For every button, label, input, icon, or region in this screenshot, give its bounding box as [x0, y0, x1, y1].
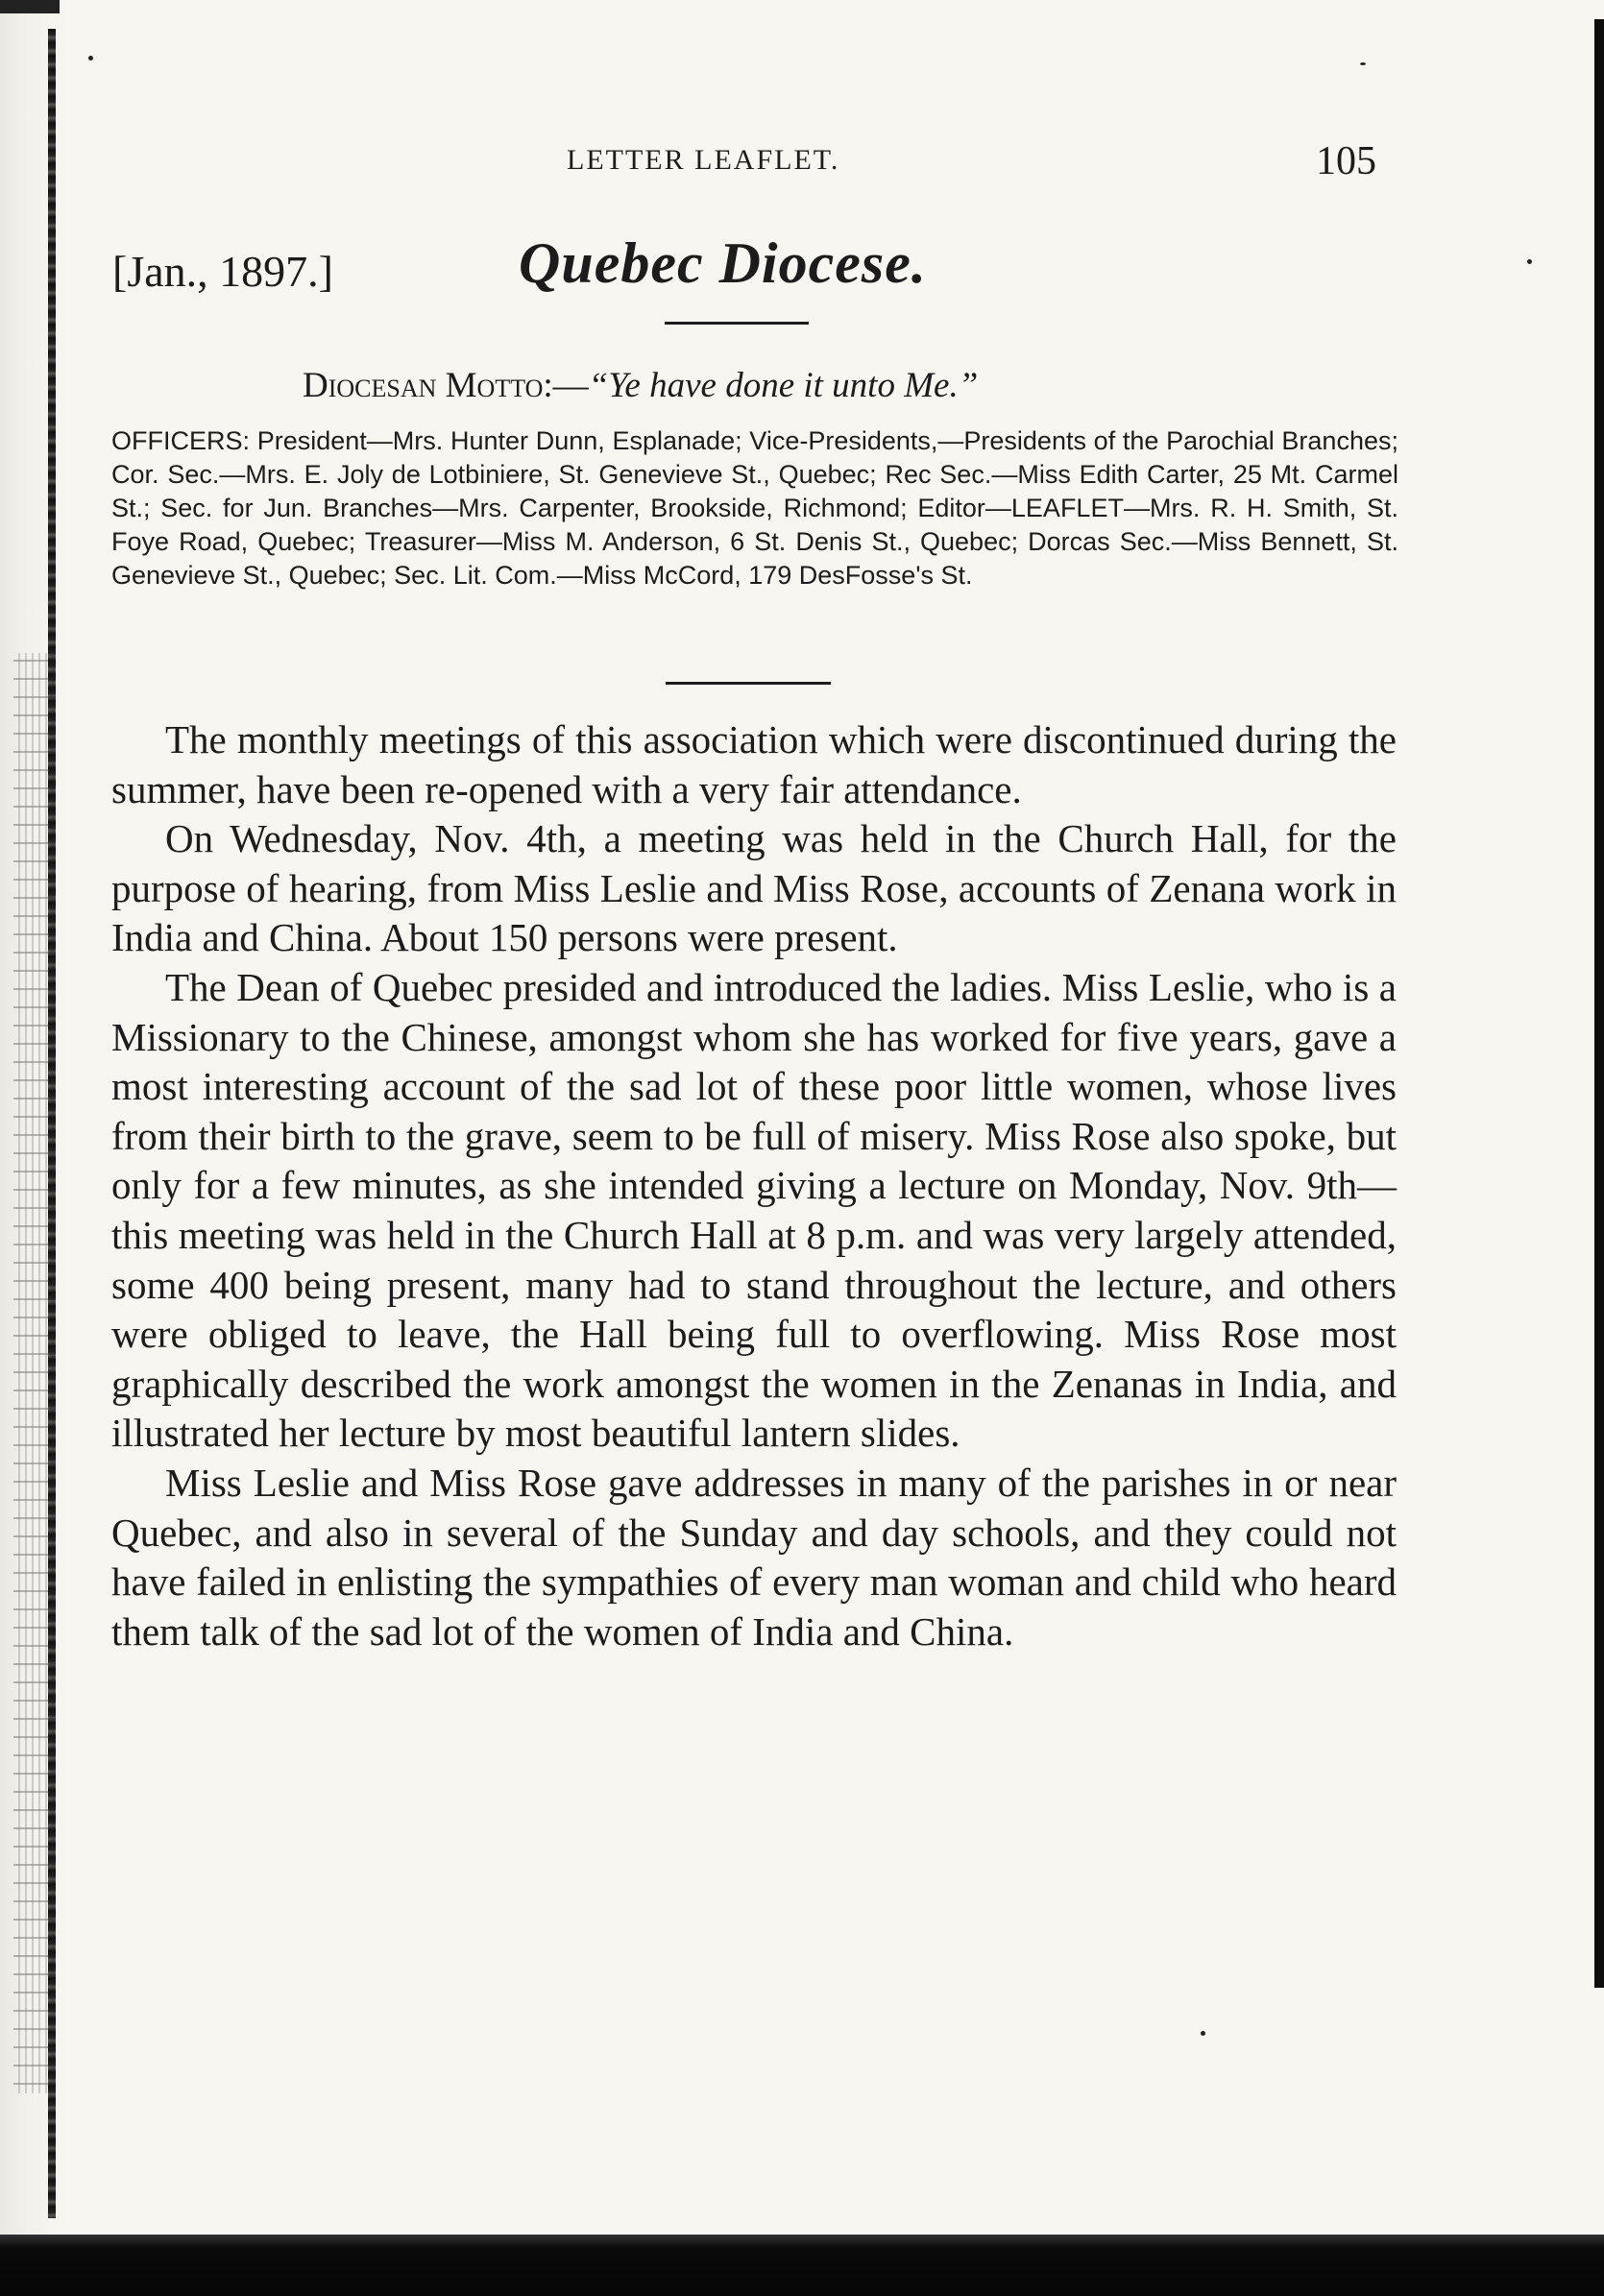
paragraph: The monthly meetings of this association which were discontinued during the summer, have been re-opened with a very fair attendance. [111, 717, 1397, 811]
scan-bottom-edge [0, 2235, 1604, 2296]
title-row [0, 230, 1604, 307]
motto-label: Diocesan Motto:— [303, 366, 589, 405]
running-title: LETTER LEAFLET. [567, 144, 840, 176]
article-body [111, 715, 1397, 1656]
page-number: 105 [1316, 139, 1376, 183]
issue-date: [Jan., 1897.] [112, 247, 333, 296]
scan-right-edge [1594, 19, 1604, 1988]
running-head [0, 139, 1604, 192]
paragraph: On Wednesday, Nov. 4th, a meeting was held in the Church Hall, for the purpose of hearing, from Miss Leslie and Miss Rose, accounts of Zenana work in India and China. About 150 persons were present. [111, 816, 1397, 960]
paragraph: The Dean of Quebec presided and introduced the ladies. Miss Leslie, who is a Missionary to the Chinese, amongst whom she has worked for five years, gave a most interesting account of the sad lot of these poor little women, whose lives from their birth to the grave, seem to be full of misery. Miss Rose also spoke, but only for a few minutes, as she intended giving a lecture on Monday, Nov. 9th—this meeting was held in the Church Hall at 8 p.m. and was very largely attended, some 400 being present, many had to stand throughout the lecture, and others were obliged to leave, the Hall being full to overflowing. Miss Rose most graphically described the work amongst the women in the Zenanas in India, and illustrated her lecture by most beautiful lantern slides. [111, 964, 1397, 1456]
speck-mark [88, 56, 93, 60]
diocesan-motto [303, 365, 978, 406]
section-title: Quebec Diocese. [519, 231, 927, 295]
officers-text: OFFICERS: President—Mrs. Hunter Dunn, Esplanade; Vice-Presidents,—Presidents of the Parochial Branches; Cor. Sec.—Mrs. E. Joly de Lotbiniere, St. Genevieve St., Quebec; Rec Sec.—Miss Edith Carter, 25 Mt. Carmel St.; Sec. for Jun. Branches—Mrs. Carpenter, Brookside, Richmond; Editor—LEAFLET—Mrs. R. H. Smith, St. Foye Road, Quebec; Treasurer—Miss M. Anderson, 6 St. Denis St., Quebec; Dorcas Sec.—Miss Bennett, St. Genevieve St., Quebec; Sec. Lit. Com.—Miss McCord, 179 DesFosse's St. [111, 426, 1398, 590]
scan-corner-mark [0, 0, 60, 13]
paragraph: Miss Leslie and Miss Rose gave addresses in many of the parishes in or near Quebec, and also in several of the Sunday and day schools, and they could not have failed in enlisting the sympathies of every man woman and child who heard them talk of the sad lot of the women of India and China. [111, 1460, 1397, 1654]
binding-specks [13, 653, 56, 2093]
speck-mark [1360, 62, 1366, 65]
divider-rule [665, 322, 809, 325]
officers-list [111, 424, 1398, 592]
speck-mark [1201, 2031, 1205, 2036]
motto-quote: “Ye have done it unto Me.” [588, 366, 979, 405]
divider-rule [666, 682, 831, 685]
